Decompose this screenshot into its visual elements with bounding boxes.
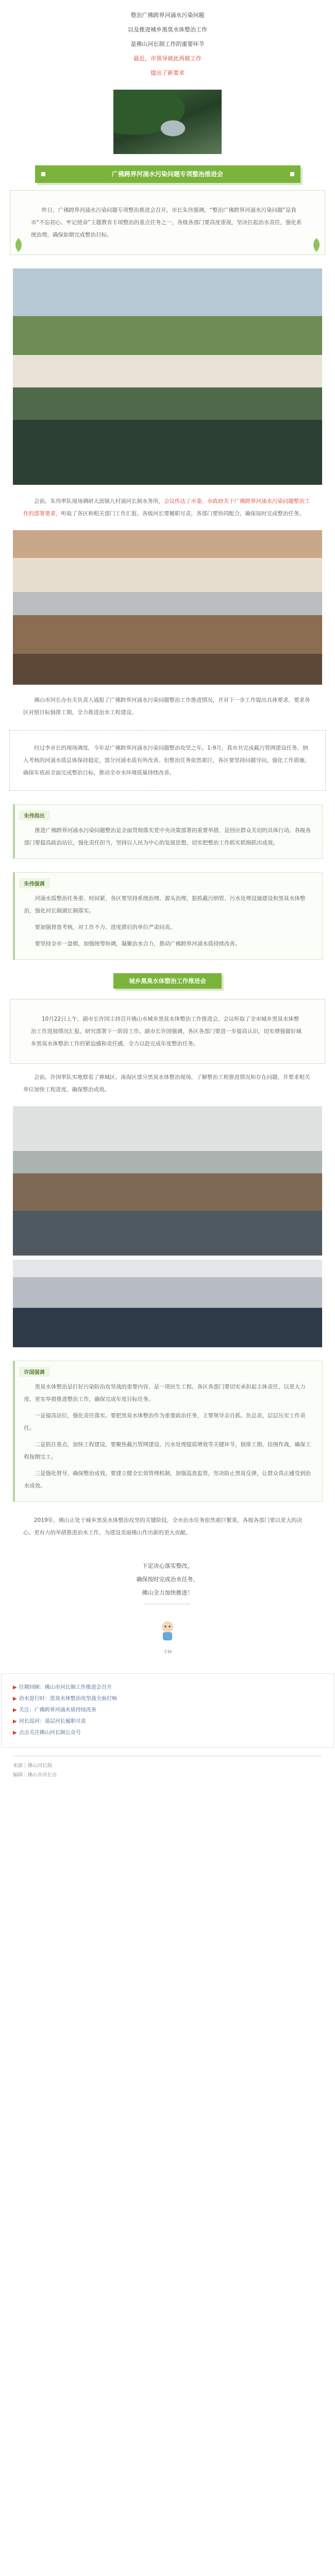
intro-line-highlight: 提出了新要求 — [150, 70, 185, 76]
related-link[interactable]: ▶ 关注：广佛跨界河涌水质持续改善 — [13, 1707, 96, 1713]
footer-line: 编辑｜佛山市河长办 — [13, 1772, 57, 1778]
quote-label: 朱伟指出 — [19, 810, 50, 820]
intro-text — [0, 0, 335, 80]
quote-label: 朱伟强调 — [19, 878, 50, 888]
intro-line: 整治广佛跨界河涌水污染问题 — [130, 12, 205, 19]
mascot-label: 小H — [163, 1650, 172, 1655]
quote-box — [13, 804, 323, 859]
body-text: 听取了各区和相关部门工作汇报。各级河长要履职尽责，各部门要协同配合，确保按时完成整治任务。 — [61, 511, 305, 517]
lead-frame — [10, 190, 325, 255]
lead-frame — [10, 999, 325, 1064]
bullet-icon: ▶ — [13, 1685, 17, 1690]
leaf-icon — [310, 237, 323, 252]
quote-text: 三是强化督导，确保整治成效。要建立健全长效管理机制，加强巡查监管，坚决防止黑臭反弹，让群众真正感受到治水成效。 — [24, 1470, 311, 1489]
quote-text: 黑臭水体整治是打好污染防治攻坚战的重要内容，是一项民生工程。各区各部门要切实承担起主体责任，以更大力度、更实举措推进整治工作，确保完成年度目标任务。 — [24, 1384, 306, 1402]
body-paragraph: 佛山市河长办有关负责人通报了广佛跨界河涌水污染问题整治工作推进情况，并对下一步工作提出具体要求，要求各区对照目标倒排工期，全力推进治水工程建设。 — [23, 697, 310, 716]
leaf-icon — [12, 237, 25, 252]
related-link[interactable]: ▶ 往期回顾：佛山市河长制工作推进会召开 — [13, 1685, 112, 1690]
related-link[interactable]: ▶ 治水进行时：黑臭水体整治攻坚战全面打响 — [13, 1696, 117, 1702]
bullet-icon: ▶ — [13, 1707, 17, 1713]
quote-label: 许国强调 — [19, 1367, 50, 1377]
meeting-photo — [13, 530, 322, 685]
related-links — [1, 1673, 334, 1748]
meeting-photo — [13, 1106, 322, 1256]
inspection-photo — [13, 268, 322, 485]
quote-box — [13, 872, 323, 960]
closing-line: 佛山全力加快推进！ — [142, 1589, 193, 1596]
related-link[interactable]: ▶ 点击关注佛山河长制公众号 — [13, 1730, 81, 1736]
quote-text: 推进广佛跨界河涌水污染问题整治是全面贯彻落实党中央决策部署的重要举措，是回应群众关切的具体行动。各级各部门要提高政治站位，强化责任担当，坚持以人民为中心的发展思想，切实把整治工作抓实抓细抓出成效。 — [24, 827, 311, 846]
quote-text: 要加强督查考核，对工作不力、进度滞后的单位严肃问责。 — [35, 924, 176, 930]
quote-text: 二是抓住重点，加快工程建设。要聚焦截污管网建设、污水处理提质增效等关键环节，倒排工期，挂图作战，确保工程按期完工。 — [24, 1442, 311, 1460]
closing-line: 确保按时完成治水任务， — [136, 1576, 199, 1583]
section-title: 广佛跨界河涌水污染问题专项整治推进会 — [111, 171, 223, 178]
progress-box: 经过李市长的现场调度，今年是广佛跨界河涌水污染问题整治攻坚之年。1-9月，我市共完成截污管网建设任务，纳入考核的河涌水质总体保持稳定，部分河涌水质有所改善。但整治任务依然艰巨，各区要坚持问题导向，强化工作措施，确保年底前全面完成整治目标，推动全市水环境质量持续改善。 — [9, 730, 326, 791]
intro-line: 是佛山河长制工作的重要环节 — [130, 41, 205, 47]
body-text-highlight: 会议传达了市委、市政府关于广佛跨界河涌水污染问题整治工作的部署要求， — [23, 498, 310, 517]
quote-text: 河涌水质整治任务重、时间紧，各区要坚持系统治理、源头治理，狠抓截污纳管、污水处理设施建设和黑臭水体整治，强化河长制湖长制落实。 — [24, 895, 306, 914]
body-paragraph: 会前，许国率队实地察看了禅城区、南海区部分黑臭水体整治现场，了解整治工程推进情况和存在问题，并要求相关单位加快工程进度，确保整治成效。 — [23, 1074, 310, 1093]
quote-text: 要坚持全市一盘棋，加强统筹协调，凝聚治水合力，推动广佛跨界河涌水质持续改善。 — [35, 941, 241, 947]
body-paragraph — [23, 495, 312, 520]
quote-text: 一是提高站位，强化责任落实。要把黑臭水体整治作为重要政治任务，主要领导亲自抓、负总责，层层压实工作责任。 — [24, 1413, 306, 1431]
closing-line: 下定决心落实整改， — [142, 1563, 193, 1569]
section-title-bar — [35, 165, 300, 183]
footer — [13, 1756, 322, 1780]
closing-block — [0, 1560, 335, 1659]
mascot-icon — [157, 1619, 178, 1643]
square-decoration-icon — [41, 172, 45, 176]
intro-line: 以及推进城乡黑臭水体整治工作 — [128, 26, 207, 33]
bullet-icon: ▶ — [13, 1730, 17, 1736]
related-link[interactable]: ▶ 河长巡河：基层河长履职尽责 — [13, 1719, 86, 1724]
footer-line: 来源｜佛山河长制 — [13, 1763, 53, 1769]
lead-paragraph: 10月22日上午，副市长许国主持召开佛山市城乡黑臭水体整治工作推进会，会议听取了全市城乡黑臭水体整治工作进展情况汇报，研究部署下一阶段工作。副市长许国强调，各区各部门要进一步提高认识，切实增强做好城乡黑臭水体整治工作的紧迫感和责任感，全力以赴完成年度整治任务。 — [31, 1016, 301, 1047]
bullet-icon: ▶ — [13, 1696, 17, 1702]
river-photo — [113, 90, 222, 154]
lead-paragraph: 昨日，广佛跨界河涌水污染问题专项整治推进会召开。市长朱伟强调，“整治广佛跨界河涌水污染问题”是我市“不忘初心、牢记使命”主题教育专项整治的重点任务之一，各级各部门要高度重视，坚决扛起治水责任，强化系统治理，确保如期完成整治目标。 — [31, 207, 302, 238]
body-text: 会前，朱伟率队现场调研大沥镇九村涌河长制水务所， — [34, 498, 164, 504]
square-decoration-icon — [290, 172, 294, 176]
bullet-icon: ▶ — [13, 1719, 17, 1724]
section-title-bar: 城乡黑臭水体整治工作推进会 — [113, 973, 222, 989]
quote-box — [13, 1361, 323, 1502]
meeting-photo — [13, 1260, 322, 1347]
closing-paragraph: 2019年，佛山正处于城乡黑臭水体整治攻坚的关键阶段，全市治水任务依然艰巨繁重，各级各部门要以更大的决心、更有力的举措推进治水工作，为建设美丽佛山作出新的更大贡献。 — [23, 1517, 303, 1536]
intro-line-highlight: 最近，市领导就此再做工作 — [133, 55, 202, 62]
